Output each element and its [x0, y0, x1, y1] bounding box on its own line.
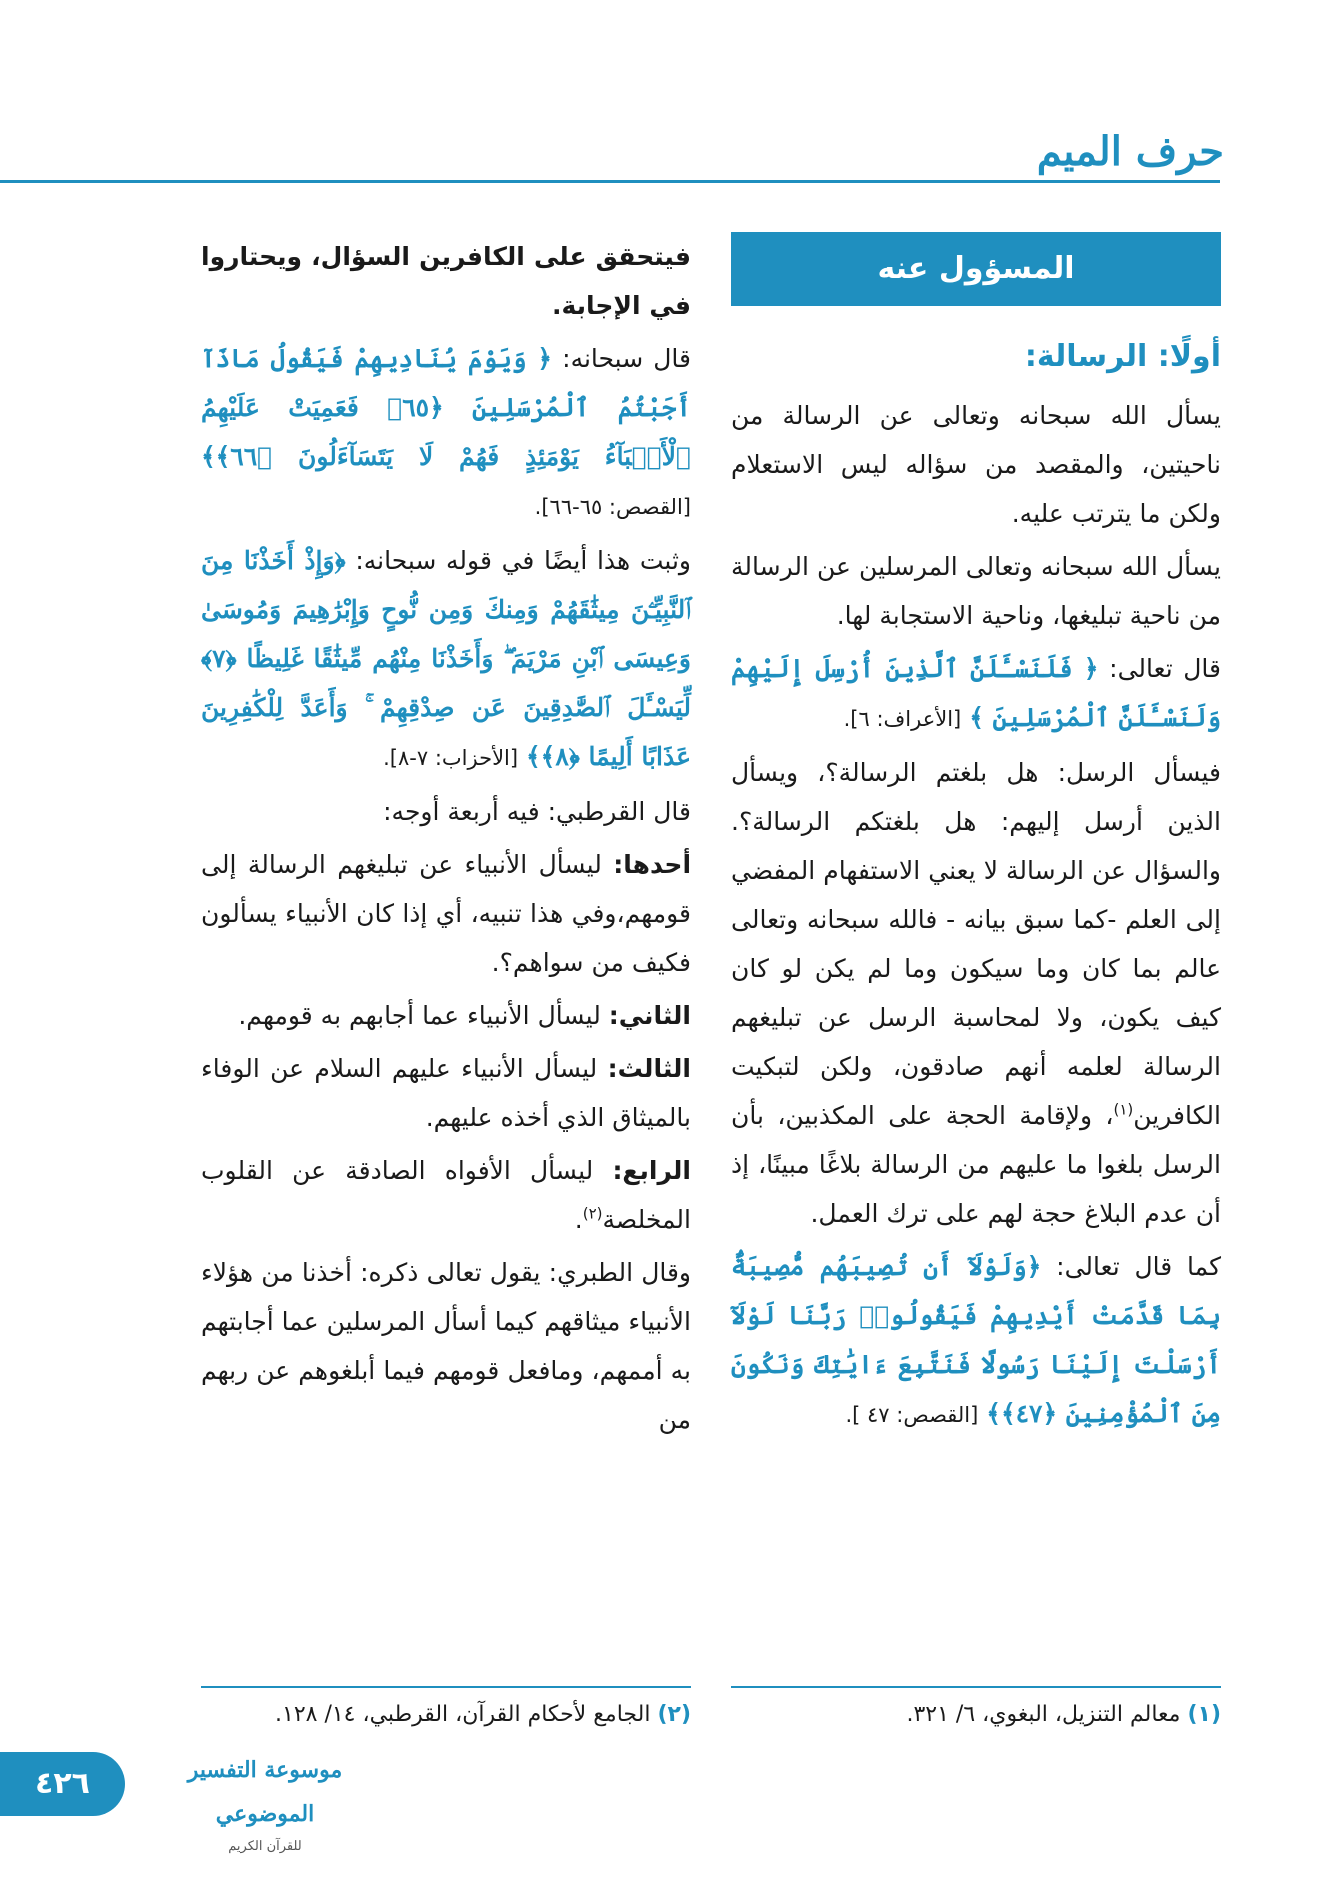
paragraph: يسأل الله سبحانه وتعالى المرسلين عن الرسالة من ناحية تبليغها، وناحية الاستجابة لها.	[731, 552, 1221, 630]
quran-verse: ﴿ وَيَوْمَ يُنَادِيهِمْ فَيَقُولُ مَاذَآ أَجَبْتُمُ ٱلْمُرْسَلِينَ ﴿٦٥﴾ فَعَمِيَتْ عَلَيْهِمُ ٱلْأَنۢبَآءُ يَوْمَئِذٍ فَهُمْ لَا يَتَسَآءَلُونَ ﴿٦٦﴾﴾	[201, 344, 691, 471]
quran-verse: ﴿وَلَوْلَآ أَن تُصِيبَهُم مُّصِيبَةٌۢ بِمَا قَدَّمَتْ أَيْدِيهِمْ فَيَقُولُوا۟ رَبَّنَا لَوْلَآ أَرْسَلْتَ إِلَيْنَا رَسُولًا فَنَتَّبِعَ ءَايَٰتِكَ وَنَكُونَ مِنَ ٱلْمُؤْمِنِينَ ﴿٤٧﴾﴾	[731, 1252, 1221, 1428]
item-lead: أحدها:	[613, 850, 692, 879]
left-column	[201, 232, 691, 1448]
paragraph: يسأل الله سبحانه وتعالى عن الرسالة من ناحيتين، والمقصد من سؤاله ليس الاستعلام ولكن ما يترتب عليه.	[731, 401, 1221, 528]
quran-paragraph	[731, 1242, 1221, 1440]
paragraph	[731, 748, 1221, 1238]
paragraph-text: ، ولإقامة الحجة على المكذبين، بأن الرسل بلغوا ما عليهم من الرسالة بلاغًا مبينًا، إذ أن عدم البلاغ حجة لهم على ترك العمل.	[731, 1101, 1221, 1228]
item-text: .	[574, 1205, 583, 1234]
paragraph: فيتحقق على الكافرين السؤال، ويحتاروا في الإجابة.	[201, 242, 691, 320]
list-item	[201, 1044, 691, 1142]
footnote-text: معالم التنزيل، البغوي، ٦/ ٣٢١.	[906, 1702, 1181, 1727]
quote-intro: قال تعالى:	[1109, 654, 1221, 683]
item-text: ليسأل الأنبياء عما أجابهم به قومهم.	[238, 1001, 601, 1030]
page-number: ٤٢٦	[0, 1752, 125, 1816]
item-lead: الثالث:	[607, 1054, 691, 1083]
footnote-1	[731, 1702, 1221, 1727]
item-text: ليسأل الأنبياء عن تبليغهم الرسالة إلى قومهم،وفي هذا تنبيه، أي إذا كان الأنبياء يسألون فكيف من سواهم؟.	[201, 850, 691, 977]
verse-reference: [الأحزاب: ٧-٨].	[383, 746, 519, 770]
encyclopedia-logo	[150, 1748, 380, 1854]
quote-intro: كما قال تعالى:	[1056, 1252, 1221, 1281]
logo-subtitle: للقرآن الكريم	[228, 1839, 302, 1854]
quran-verse: ﴿ فَلَنَسْـَٔلَنَّ ٱلَّذِينَ أُرْسِلَ إِلَيْهِمْ وَلَنَسْـَٔلَنَّ ٱلْمُرْسَلِينَ ﴾	[731, 654, 1221, 732]
footnote-number: (٢)	[657, 1702, 691, 1727]
footnote-text: الجامع لأحكام القرآن، القرطبي، ١٤/ ١٢٨.	[275, 1702, 651, 1727]
footnote-number: (١)	[1187, 1702, 1221, 1727]
quran-paragraph	[201, 334, 691, 532]
footnote-marker: (٢)	[582, 1204, 603, 1223]
paragraph-text: فيسأل الرسل: هل بلغتم الرسالة؟، ويسأل الذين أرسل إليهم: هل بلغتكم الرسالة؟. والسؤال عن الرسالة لا يعني الاستفهام المفضي إلى العلم -كما سبق بيانه - فالله سبحانه وتعالى عالم بما كان وما سيكون وما لم يكن لو كان كيف يكون، ولا لمحاسبة الرسل عن تبليغهم الرسالة لعلمه أنهم صادقون، ولكن لتبكيت الكافرين	[731, 758, 1221, 1130]
footnote-marker: (١)	[1113, 1100, 1134, 1119]
list-item	[201, 991, 691, 1040]
paragraph: قال القرطبي: فيه أربعة أوجه:	[383, 797, 691, 826]
right-column	[731, 232, 1221, 1444]
quran-paragraph	[731, 644, 1221, 744]
verse-reference: [الأعراف: ٦].	[843, 707, 962, 731]
verse-reference: [القصص: ٦٥-٦٦].	[534, 495, 691, 519]
chapter-title: حرف الميم	[1036, 128, 1224, 175]
logo-title: موسوعة التفسير الموضوعي	[187, 1757, 343, 1827]
section-title-box: المسؤول عنه	[731, 232, 1221, 306]
item-lead: الثاني:	[608, 1001, 691, 1030]
header-divider	[0, 180, 1220, 183]
item-lead: الرابع:	[612, 1156, 691, 1185]
paragraph: وقال الطبري: يقول تعالى ذكره: أخذنا من هؤلاء الأنبياء ميثاقهم كيما أسأل المرسلين عما أجابتهم به أممهم، ومافعل قومهم فيما أبلغوهم عن ربهم من	[201, 1258, 691, 1434]
footnote-divider	[201, 1686, 691, 1688]
quran-paragraph	[201, 536, 691, 783]
footnote-2	[201, 1702, 691, 1727]
footnote-divider	[731, 1686, 1221, 1688]
list-item	[201, 840, 691, 987]
quran-verse: ﴿وَإِذْ أَخَذْنَا مِنَ ٱلنَّبِيِّـۧنَ مِيثَٰقَهُمْ وَمِنكَ وَمِن نُّوحٍ وَإِبْرَٰهِيمَ وَمُوسَىٰ وَعِيسَى ٱبْنِ مَرْيَمَ ۖ وَأَخَذْنَا مِنْهُم مِّيثَٰقًا غَلِيظًا ﴿٧﴾ لِّيَسْـَٔلَ ٱلصَّٰدِقِينَ عَن صِدْقِهِمْ ۚ وَأَعَدَّ لِلْكَٰفِرِينَ عَذَابًا أَلِيمًا ﴿٨﴾﴾	[201, 546, 691, 771]
quote-intro: قال سبحانه:	[562, 344, 691, 373]
item-text: ليسأل الأنبياء عليهم السلام عن الوفاء بالميثاق الذي أخذه عليهم.	[201, 1054, 691, 1132]
subsection-heading: أولًا: الرسالة:	[1024, 339, 1221, 374]
quote-intro: وثبت هذا أيضًا في قوله سبحانه:	[355, 546, 691, 575]
item-text: ليسأل الأفواه الصادقة عن القلوب المخلصة	[201, 1156, 691, 1234]
list-item	[201, 1146, 691, 1244]
verse-reference: [القصص: ٤٧ ].	[845, 1403, 979, 1427]
